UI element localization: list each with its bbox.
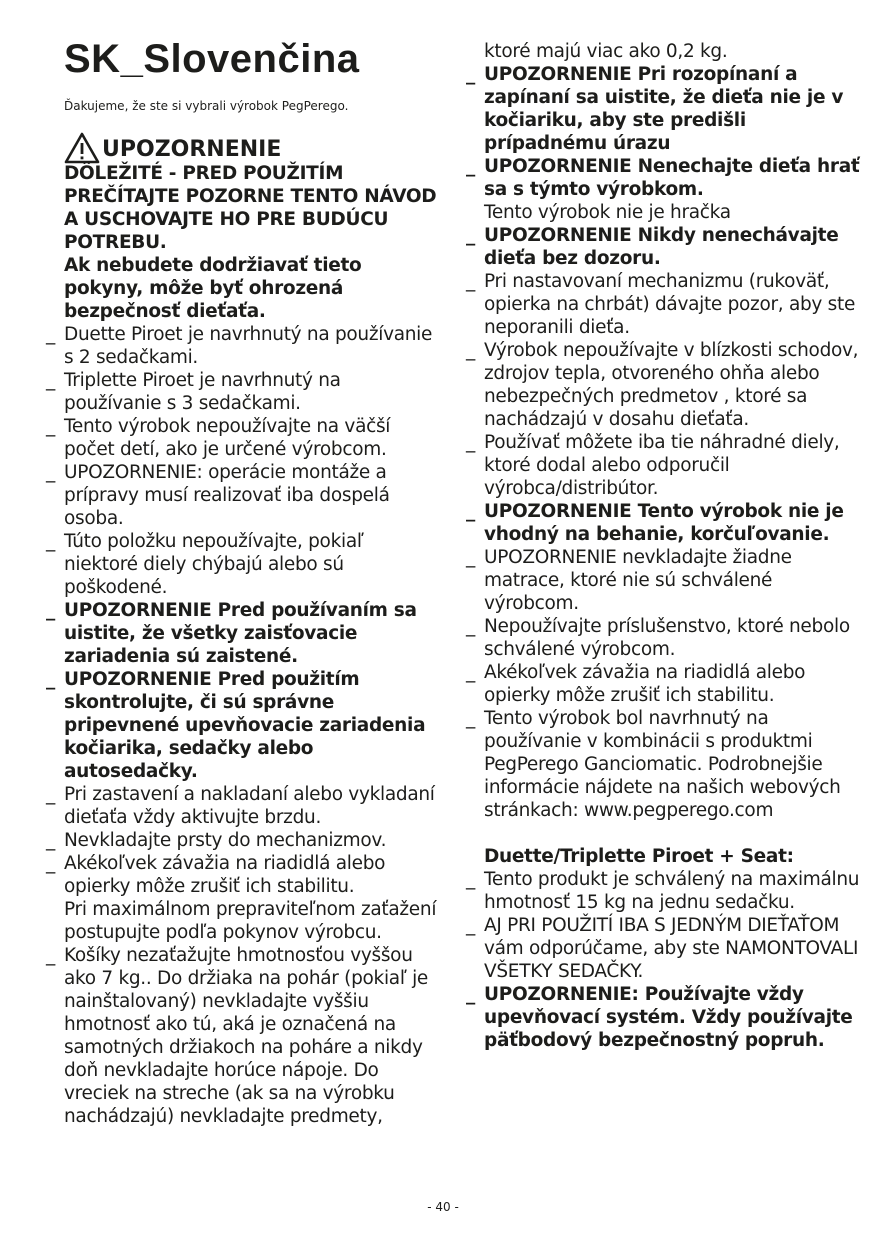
right-column [466,40,866,1052]
bullet-dash: _ [466,225,475,246]
list-item [46,461,442,530]
bullet-dash: _ [46,600,55,621]
list-item-text: UPOZORNENIE: operácie montáže a prípravy musí realizovať iba dospelá osoba. [64,462,390,529]
warning-triangle-icon [64,132,100,164]
list-item-text: UPOZORNENIE Pred použitím skontrolujte, či sú správne pripevnené upevňovacie zariadenia kočiarika, sedačky alebo autosedačky. [64,669,426,782]
list-item [466,500,866,546]
bullet-dash: _ [466,984,475,1005]
list-item [46,852,442,898]
list-item-text: Pri nastavovaní mechanizmu (rukoväť, opierka na chrbát) dávajte pozor, aby ste neporanili dieťa. [484,271,856,338]
list-item [466,339,866,431]
list-item [46,530,442,599]
list-item-text: UPOZORNENIE: Používajte vždy upevňovací systém. Vždy používajte päťbodový bezpečnostný popruh. [484,984,853,1051]
list-item [466,914,866,983]
list-item-text: Nepoužívajte príslušenstvo, ktoré nebolo schválené výrobcom. [484,616,850,660]
bullet-dash: _ [46,784,55,805]
list-item [46,415,442,461]
list-item [466,224,866,270]
list-item-text: Pri maximálnom prepraviteľnom zaťažení postupujte podľa pokynov výrobcu. [64,899,437,943]
bullet-dash: _ [46,853,55,874]
list-item-text: Tento produkt je schválený na maximálnu hmotnosť 15 kg na jednu sedačku. [484,869,860,913]
list-item [466,661,866,707]
list-item-text: Akékoľvek závažia na riadidlá alebo opierky môže zrušiť ich stabilitu. [484,662,806,706]
list-item [466,868,866,914]
page-number: - 40 - [427,1200,459,1214]
list-item [46,323,442,369]
list-item-text: Výrobok nepoužívajte v blízkosti schodov, zdrojov tepla, otvoreného ohňa alebo nebezpečných predmetov , ktoré sa nachádzajú v dosahu dieťaťa. [484,340,859,430]
bullet-dash: _ [466,501,475,522]
list-item [466,431,866,500]
list-item [46,599,442,668]
list-item-text: UPOZORNENIE Nikdy nenechávajte dieťa bez dozoru. [484,225,839,269]
list-item [466,707,866,822]
list-item [46,254,442,323]
list-item-text: Košíky nezaťažujte hmotnosťou vyššou ako 7 kg.. Do držiaka na pohár (pokiaľ je nainštalovaný) nevkladajte vyššiu hmotnosť ako tú, aká je označená na samotných držiakoch na poháre a nikdy doň nevkladajte horúce nápoje. Do vreciek na streche (ak sa na výrobku nachádzajú) nevkladajte predmety, [64,945,428,1127]
list-item-text: Nevkladajte prsty do mechanizmov. [64,830,387,851]
list-item-text: DÔLEŽITÉ - PRED POUŽITÍM PREČÍTAJTE POZORNE TENTO NÁVOD A USCHOVAJTE HO PRE BUDÚCU POTREBU. [64,163,437,253]
bullet-dash: _ [46,416,55,437]
list-item [46,668,442,783]
list-item [46,944,442,1128]
bullet-dash: _ [466,156,475,177]
section-heading: Duette/Triplette Piroet + Seat: [484,846,794,867]
bullet-dash: _ [466,340,475,361]
list-item-text: Ak nebudete dodržiavať tieto pokyny, môže byť ohrozená bezpečnosť dieťaťa. [64,255,362,322]
list-item [46,783,442,829]
bullet-dash: _ [46,945,55,966]
list-item-text: Duette Piroet je navrhnutý na používanie s 2 sedačkami. [64,324,433,368]
warning-heading: UPOZORNENIE [102,137,282,162]
page-title: SK_Slovenčina [64,37,360,81]
bullet-dash: _ [466,271,475,292]
list-item-text: Tento výrobok nepoužívajte na väčší počet detí, ako je určené výrobcom. [64,416,391,460]
bullet-dash: _ [46,669,55,690]
bullet-dash: _ [466,547,475,568]
bullet-dash: _ [46,531,55,552]
bullet-dash: _ [466,869,475,890]
list-item [466,615,866,661]
list-item-text: ktoré majú viac ako 0,2 kg. [484,41,728,62]
list-item-text: UPOZORNENIE Tento výrobok nie je vhodný na behanie, korčuľovanie. [484,501,844,545]
bullet-dash: _ [466,708,475,729]
list-item [46,369,442,415]
bullet-dash: _ [466,616,475,637]
list-item-text: Pri zastavení a nakladaní alebo vykladaní dieťaťa vždy aktivujte brzdu. [64,784,435,828]
list-item-text: Tento výrobok nie je hračka [484,202,731,223]
list-item [466,63,866,155]
list-item-text: AJ PRI POUŽITÍ IBA S JEDNÝM DIEŤAŤOM vám odporúčame, aby ste NAMONTOVALI VŠETKY SEDAČKY. [484,915,859,982]
bullet-dash: _ [46,324,55,345]
bullet-dash: _ [466,432,475,453]
thank-you-note: Ďakujeme, že ste si vybrali výrobok PegPerego. [64,99,349,113]
bullet-dash: _ [466,64,475,85]
list-item [46,162,442,254]
list-item-text: UPOZORNENIE nevkladajte žiadne matrace, ktoré nie sú schválené výrobcom. [484,547,792,614]
list-item-text: Akékoľvek závažia na riadidlá alebo opierky môže zrušiť ich stabilitu. [64,853,386,897]
bullet-dash: _ [46,462,55,483]
left-column [46,136,442,1128]
list-item [466,546,866,615]
warning-header [46,136,442,162]
list-item [46,898,442,944]
bullet-dash: _ [46,370,55,391]
list-item-text: Triplette Piroet je navrhnutý na používanie s 3 sedačkami. [64,370,341,414]
bullet-dash: _ [466,662,475,683]
list-item [466,201,866,224]
bullet-dash: _ [46,830,55,851]
list-item-text: UPOZORNENIE Pred používaním sa uistite, že všetky zaisťovacie zariadenia sú zaistené. [64,600,417,667]
list-item-text: UPOZORNENIE Nenechajte dieťa hrať sa s týmto výrobkom. [484,156,860,200]
list-item [466,983,866,1052]
list-item [466,155,866,201]
list-item [466,270,866,339]
list-item-text: Túto položku nepoužívajte, pokiaľ niektoré diely chýbajú alebo sú poškodené. [64,531,364,598]
list-item [46,829,442,852]
bullet-dash: _ [466,915,475,936]
list-item-text: Používať môžete iba tie náhradné diely, ktoré dodal alebo odporučil výrobca/distribútor. [484,432,840,499]
list-item-text: Tento výrobok bol navrhnutý na používanie v kombinácii s produktmi PegPerego Ganciomatic. Podrobnejšie informácie nájdete na našich webových stránkach: www.pegperego.com [484,708,841,821]
list-item-text: UPOZORNENIE Pri rozopínaní a zapínaní sa uistite, že dieťa nie je v kočiariku, aby ste predišli prípadnému úrazu [484,64,844,154]
list-item [466,40,866,63]
